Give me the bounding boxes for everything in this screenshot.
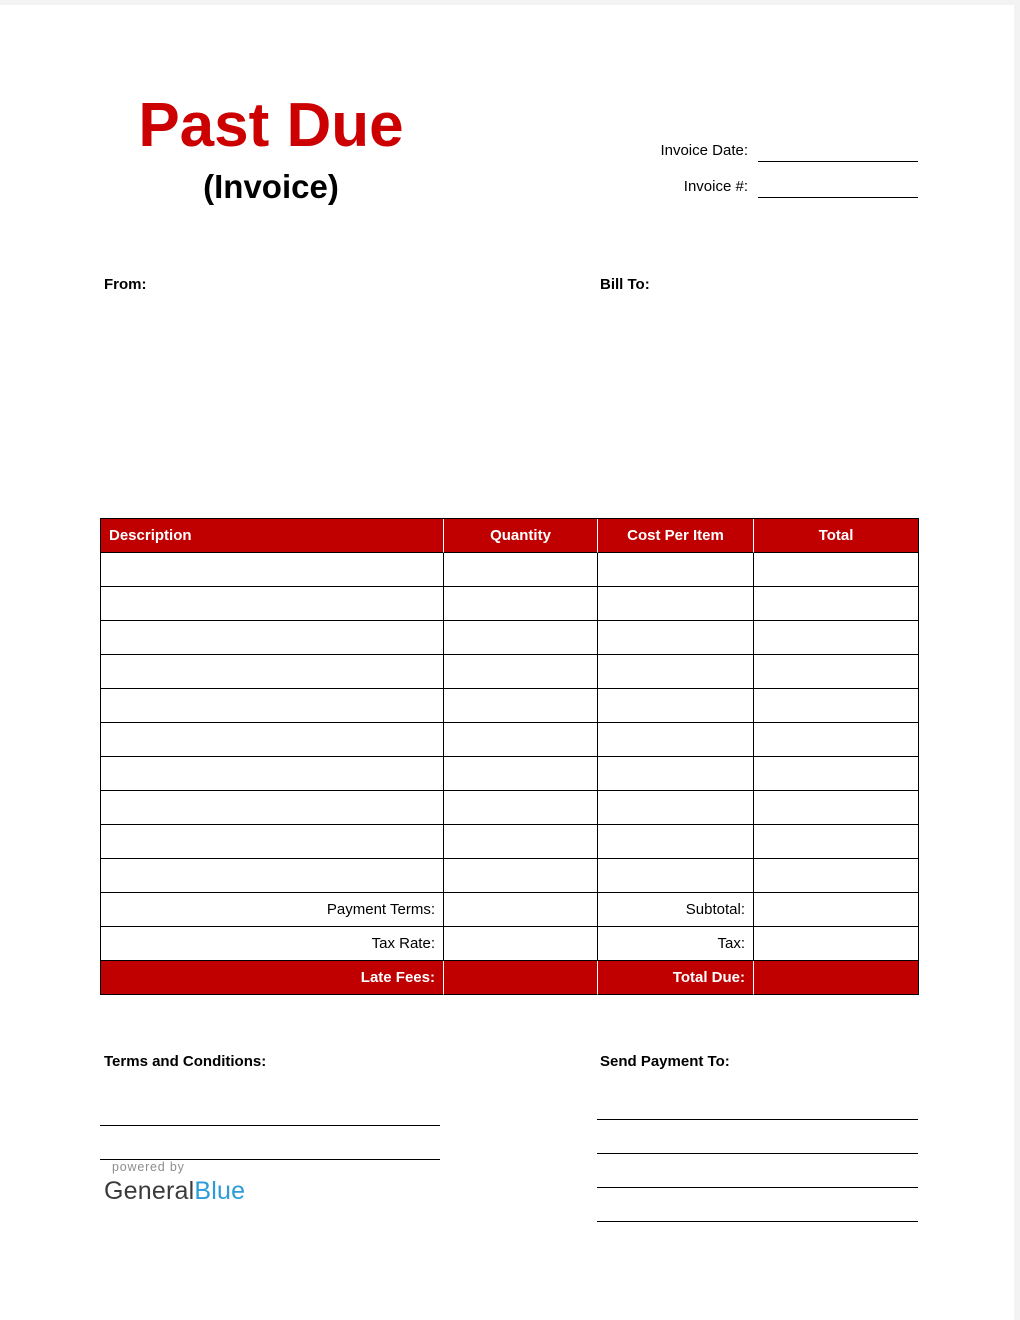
brand-name xyxy=(104,1177,245,1206)
col-header-total: Total xyxy=(754,519,919,553)
cell-total[interactable] xyxy=(754,723,919,757)
cell-cost-per-item[interactable] xyxy=(598,825,754,859)
table-row xyxy=(101,723,919,757)
cell-total[interactable] xyxy=(754,689,919,723)
terms-line-field[interactable] xyxy=(100,1126,440,1160)
tax-field[interactable] xyxy=(754,927,919,961)
table-row xyxy=(101,791,919,825)
table-row xyxy=(101,655,919,689)
brand-blue-text: Blue xyxy=(194,1177,246,1205)
cell-description[interactable] xyxy=(101,859,444,893)
totals-row xyxy=(101,961,919,995)
subtotal-field[interactable] xyxy=(754,893,919,927)
send-payment-line-field[interactable] xyxy=(597,1188,918,1222)
subtotal-label: Subtotal: xyxy=(598,893,754,927)
cell-quantity[interactable] xyxy=(444,825,598,859)
cell-description[interactable] xyxy=(101,587,444,621)
from-label: From: xyxy=(104,276,147,293)
payment-terms-field[interactable] xyxy=(444,893,598,927)
tax-row xyxy=(101,927,919,961)
cell-total[interactable] xyxy=(754,859,919,893)
cell-description[interactable] xyxy=(101,723,444,757)
cell-total[interactable] xyxy=(754,825,919,859)
invoice-number-label: Invoice #: xyxy=(683,178,748,195)
cell-description[interactable] xyxy=(101,655,444,689)
table-row xyxy=(101,621,919,655)
cell-cost-per-item[interactable] xyxy=(598,859,754,893)
invoice-number-field[interactable] xyxy=(758,176,918,198)
cell-quantity[interactable] xyxy=(444,689,598,723)
late-fees-field[interactable] xyxy=(444,961,598,995)
send-payment-line-field[interactable] xyxy=(597,1154,918,1188)
bill-to-label: Bill To: xyxy=(600,276,650,293)
cell-description[interactable] xyxy=(101,825,444,859)
cell-description[interactable] xyxy=(101,791,444,825)
cell-quantity[interactable] xyxy=(444,859,598,893)
table-row xyxy=(101,757,919,791)
cell-quantity[interactable] xyxy=(444,723,598,757)
invoice-meta xyxy=(640,126,918,198)
total-due-label: Total Due: xyxy=(598,961,754,995)
table-header-row xyxy=(101,519,919,553)
cell-description[interactable] xyxy=(101,553,444,587)
powered-by-text: powered by xyxy=(112,1160,185,1174)
invoice-number-row xyxy=(640,162,918,198)
cell-description[interactable] xyxy=(101,689,444,723)
page-subtitle: (Invoice) xyxy=(203,168,339,206)
col-header-quantity: Quantity xyxy=(444,519,598,553)
cell-total[interactable] xyxy=(754,757,919,791)
cell-cost-per-item[interactable] xyxy=(598,553,754,587)
cell-description[interactable] xyxy=(101,757,444,791)
cell-description[interactable] xyxy=(101,621,444,655)
send-payment-line-field[interactable] xyxy=(597,1086,918,1120)
cell-cost-per-item[interactable] xyxy=(598,791,754,825)
cell-quantity[interactable] xyxy=(444,655,598,689)
terms-and-conditions-label: Terms and Conditions: xyxy=(104,1053,267,1070)
page-edge-right xyxy=(1014,0,1020,1320)
cell-total[interactable] xyxy=(754,621,919,655)
cell-cost-per-item[interactable] xyxy=(598,723,754,757)
cell-cost-per-item[interactable] xyxy=(598,655,754,689)
page-title: Past Due xyxy=(138,91,404,160)
invoice-date-label: Invoice Date: xyxy=(660,142,748,159)
cell-quantity[interactable] xyxy=(444,791,598,825)
cell-total[interactable] xyxy=(754,655,919,689)
cell-total[interactable] xyxy=(754,791,919,825)
col-header-cost-per-item: Cost Per Item xyxy=(598,519,754,553)
table-row xyxy=(101,553,919,587)
tax-rate-label: Tax Rate: xyxy=(101,927,444,961)
tax-rate-field[interactable] xyxy=(444,927,598,961)
cell-cost-per-item[interactable] xyxy=(598,621,754,655)
invoice-date-field[interactable] xyxy=(758,140,918,162)
brand-logo xyxy=(104,1160,245,1206)
send-payment-blank-lines xyxy=(597,1086,918,1222)
invoice-date-row xyxy=(640,126,918,162)
cell-quantity[interactable] xyxy=(444,587,598,621)
late-fees-label: Late Fees: xyxy=(101,961,444,995)
cell-quantity[interactable] xyxy=(444,757,598,791)
tax-label: Tax: xyxy=(598,927,754,961)
table-row xyxy=(101,587,919,621)
terms-blank-lines xyxy=(100,1092,440,1160)
table-row xyxy=(101,689,919,723)
cell-cost-per-item[interactable] xyxy=(598,587,754,621)
payment-terms-label: Payment Terms: xyxy=(101,893,444,927)
title-block xyxy=(128,92,414,206)
cell-cost-per-item[interactable] xyxy=(598,689,754,723)
cell-total[interactable] xyxy=(754,587,919,621)
cell-total[interactable] xyxy=(754,553,919,587)
send-payment-to-label: Send Payment To: xyxy=(600,1053,730,1070)
send-payment-line-field[interactable] xyxy=(597,1120,918,1154)
table-row xyxy=(101,825,919,859)
cell-cost-per-item[interactable] xyxy=(598,757,754,791)
brand-general-text: General xyxy=(104,1177,195,1205)
terms-line-field[interactable] xyxy=(100,1092,440,1126)
cell-quantity[interactable] xyxy=(444,553,598,587)
col-header-description: Description xyxy=(101,519,444,553)
total-due-field[interactable] xyxy=(754,961,919,995)
payment-terms-row xyxy=(101,893,919,927)
cell-quantity[interactable] xyxy=(444,621,598,655)
line-items-table xyxy=(100,518,919,995)
table-row xyxy=(101,859,919,893)
page-edge-top xyxy=(0,0,1020,5)
